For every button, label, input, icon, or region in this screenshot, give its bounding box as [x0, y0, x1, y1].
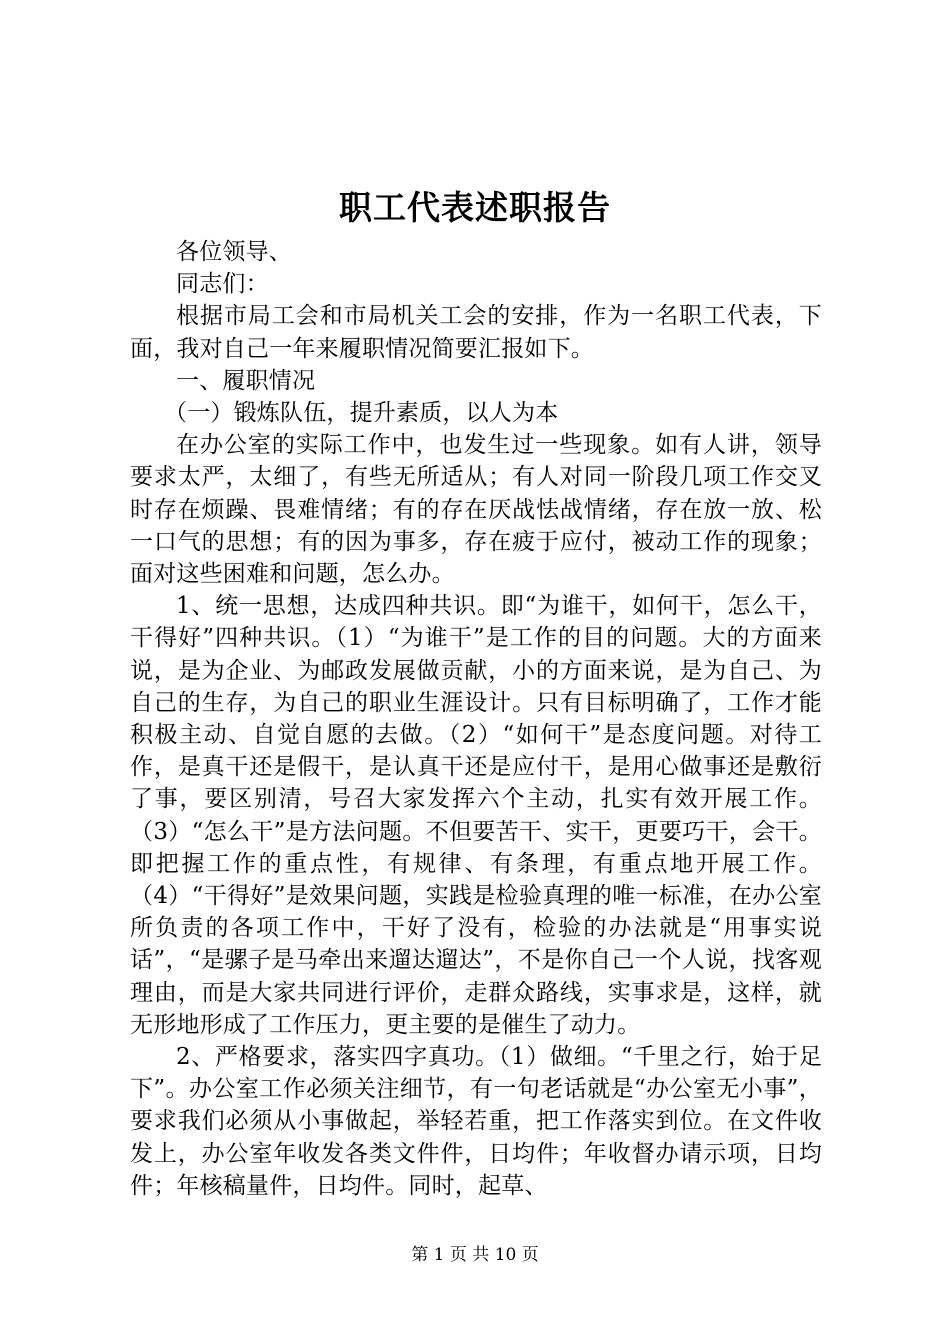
subsection-heading: （一）锻炼队伍，提升素质，以人为本	[164, 400, 559, 427]
page-number-footer: 第 1 页 共 10 页	[411, 1245, 539, 1265]
salutation-line-1: 各位领导、	[176, 239, 292, 265]
body-paragraph: 1、统一思想，达成四种共识。即“为谁干，如何干，怎么干，干得好”四种共识。（1）“为谁干”是工作的目的问题。大的方面来说，是为企业、为邮政发展做贡献，小的方面来说，是为自己、为自己的生存，为自己的职业生涯设计。只有目标明确了，工作才能积极主动、自觉自愿的去做。（2）“如何干”是态度问题。对待工作，是真干还是假干，是认真干还是应付干，是用心做事还是敷衍了事，要区别清，号召大家发挥六个主动，扎实有效开展工作。（3）“怎么干”是方法问题。不但要苦干、实干，更要巧干，会干。即把握工作的重点性，有规律、有条理，有重点地开展工作。（4）“干得好”是效果问题，实践是检验真理的唯一标准，在办公室所负责的各项工作中，干好了没有，检验的办法就是“用事实说话”，“是骡子是马牵出来遛达遛达”，不是你自己一个人说，找客观理由，而是大家共同进行评价，走群众路线，实事求是，这样，就无形地形成了工作压力，更主要的是催生了动力。	[130, 593, 822, 1038]
page-title: 职工代表述职报告	[339, 188, 611, 227]
body-paragraph: 2、严格要求，落实四字真功。（1）做细。“千里之行，始于足下”。办公室工作必须关注细节，有一句老话就是“办公室无小事”，要求我们必须从小事做起，举轻若重，把工作落实到位。在文件收发上，办公室年收发各类文件件，日均件；年收督办请示项，日均件；年核稿量件，日均件。同时，起草、	[130, 1044, 822, 1199]
section-heading: 一、履职情况	[176, 367, 316, 394]
salutation-line-2: 同志们：	[176, 271, 269, 298]
document-body	[130, 236, 822, 1202]
intro-paragraph: 根据市局工会和市局机关工会的安排，作为一名职工代表，下面，我对自己一年来履职情况简要汇报如下。	[130, 303, 822, 362]
body-paragraph: 在办公室的实际工作中，也发生过一些现象。如有人讲，领导要求太严，太细了，有些无所适从；有人对同一阶段几项工作交叉时存在烦躁、畏难情绪；有的存在厌战怯战情绪，存在放一放、松一口气的思想；有的因为事多，存在疲于应付，被动工作的现象；面对这些困难和问题，怎么办。	[130, 432, 822, 588]
